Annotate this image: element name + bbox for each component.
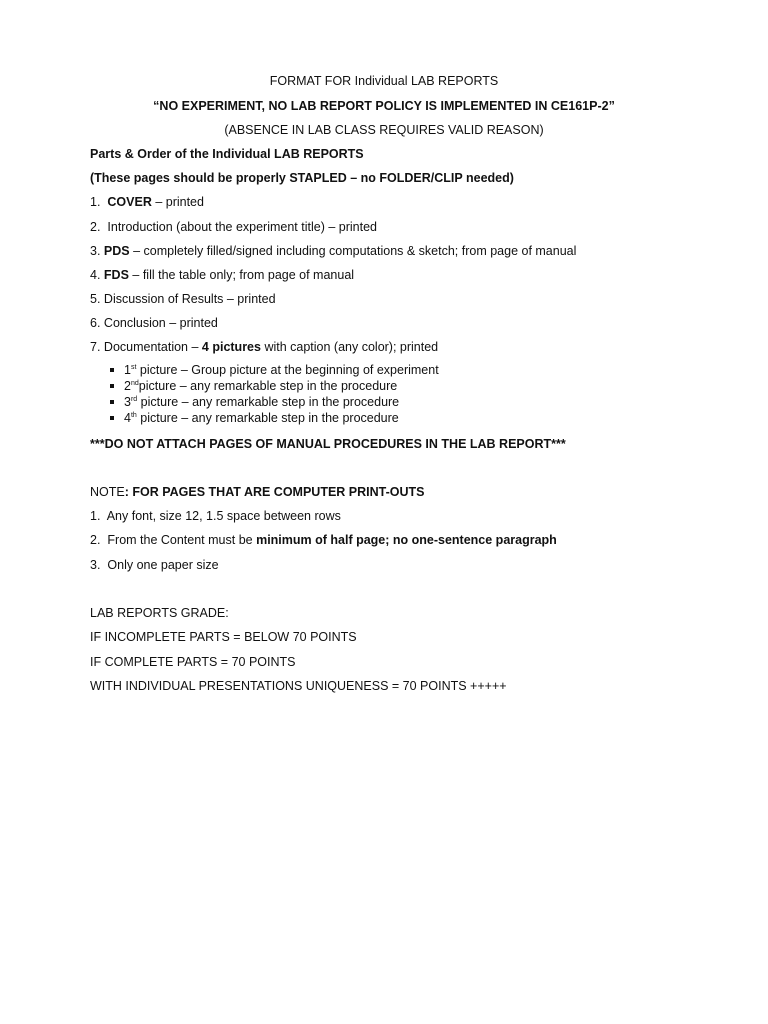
bullet-icon [110, 384, 114, 388]
note-heading: NOTE: FOR PAGES THAT ARE COMPUTER PRINT-OUTS [90, 485, 425, 499]
list-item: 2ndpicture – any remarkable step in the procedure [110, 378, 439, 394]
list-item: 2. From the Content must be minimum of half page; no one-sentence paragraph [90, 533, 557, 547]
grade-line: WITH INDIVIDUAL PRESENTATIONS UNIQUENESS = 70 POINTS +++++ [90, 679, 507, 693]
list-item: 6. Conclusion – printed [90, 316, 218, 330]
policy-statement: “NO EXPERIMENT, NO LAB REPORT POLICY IS IMPLEMENTED IN CE161P-2” [153, 99, 615, 113]
bullet-icon [110, 416, 114, 420]
list-item: 3. PDS – completely filled/signed including computations & sketch; from page of manual [90, 244, 577, 258]
pictures-list [110, 362, 439, 426]
list-item: 4. FDS – fill the table only; from page of manual [90, 268, 355, 282]
bullet-icon [110, 400, 114, 404]
grade-line: IF COMPLETE PARTS = 70 POINTS [90, 655, 296, 669]
list-item: 3. Only one paper size [90, 558, 219, 572]
grade-line: IF INCOMPLETE PARTS = BELOW 70 POINTS [90, 630, 357, 644]
bullet-icon [110, 368, 114, 372]
list-item: 4th picture – any remarkable step in the procedure [110, 410, 439, 426]
absence-note: (ABSENCE IN LAB CLASS REQUIRES VALID REASON) [224, 123, 544, 137]
list-item: 1. Any font, size 12, 1.5 space between rows [90, 509, 341, 523]
parts-heading: Parts & Order of the Individual LAB REPORTS [90, 147, 364, 161]
list-item: 1st picture – Group picture at the beginning of experiment [110, 362, 439, 378]
list-item: 2. Introduction (about the experiment title) – printed [90, 220, 377, 234]
list-item: 5. Discussion of Results – printed [90, 292, 276, 306]
do-not-attach-warning: ***DO NOT ATTACH PAGES OF MANUAL PROCEDURES IN THE LAB REPORT*** [90, 437, 566, 451]
list-item: 1. COVER – printed [90, 195, 204, 209]
list-item: 3rd picture – any remarkable step in the procedure [110, 394, 439, 410]
list-item: 7. Documentation – 4 pictures with caption (any color); printed [90, 340, 439, 354]
grade-heading: LAB REPORTS GRADE: [90, 606, 229, 620]
document-title: FORMAT FOR Individual LAB REPORTS [269, 74, 499, 88]
stapled-note: (These pages should be properly STAPLED – no FOLDER/CLIP needed) [90, 171, 514, 185]
